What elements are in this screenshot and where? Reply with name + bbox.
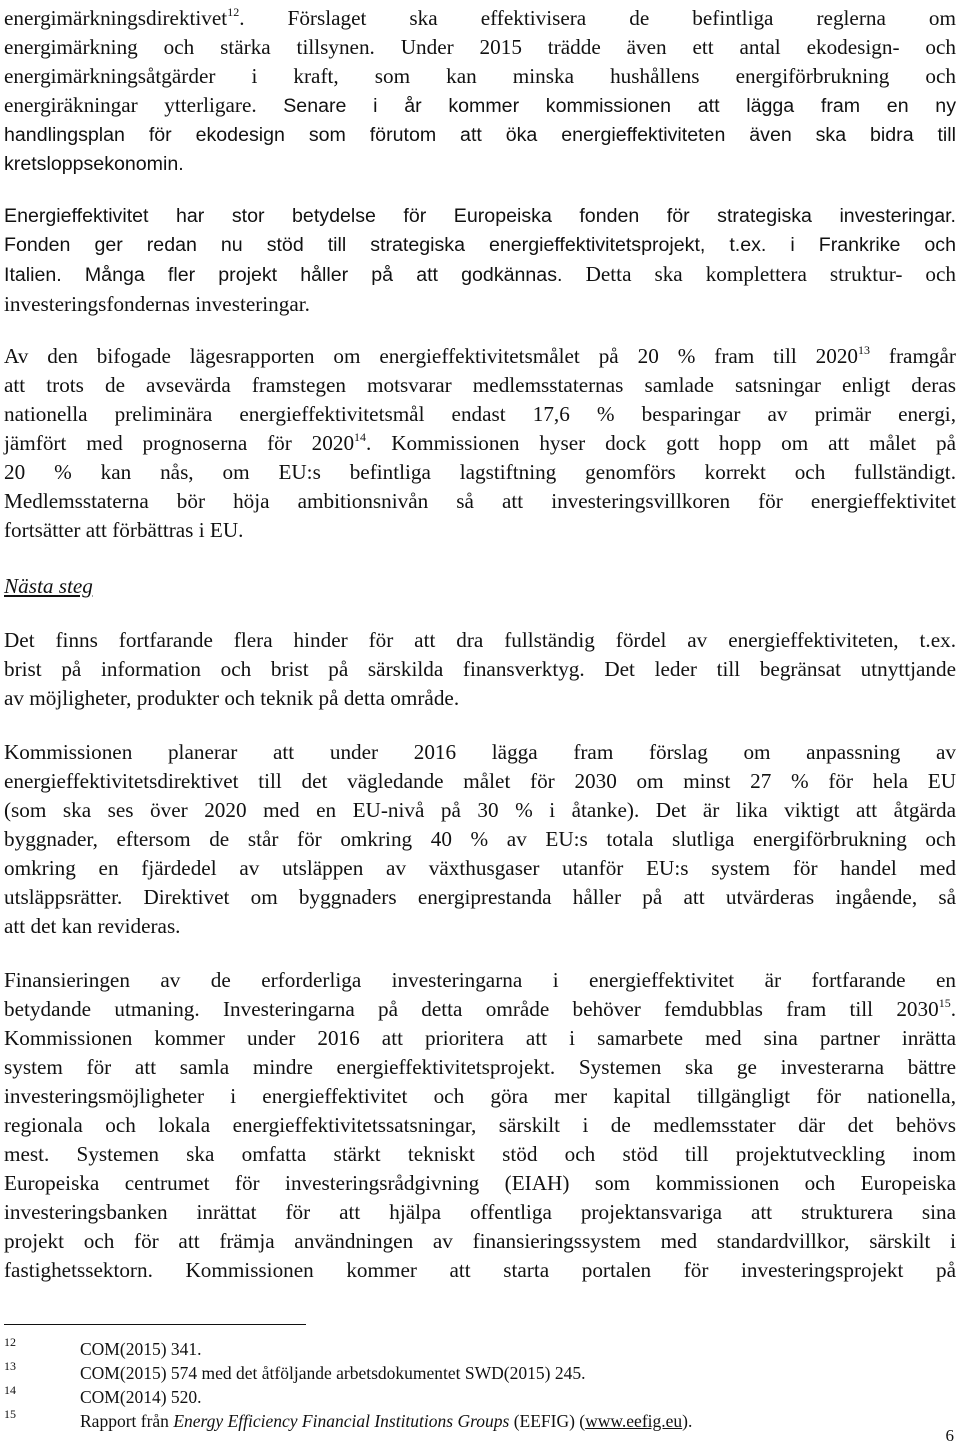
footnote-number: 14: [4, 1383, 16, 1397]
footnote-number: 12: [4, 1335, 16, 1349]
paragraph-ecodesign: [4, 4, 956, 179]
text-line: Italien. Många fler projekt håller på att godkännas. Detta ska komplettera struktur- och: [4, 262, 956, 286]
text-line: Av den bifogade lägesrapporten om energieffektivitetsmålet på 20 % fram till 2020$^{13}$ framgår: [4, 343, 956, 368]
text-line: Det finns fortfarande flera hinder för att dra fullständig fördel av energieffektiviteten, t.ex.: [4, 628, 956, 652]
text-line: regionala och lokala energieffektivitetssatsningar, särskilt i de medlemsstater där det behövs: [4, 1113, 956, 1137]
text-line: byggnader, eftersom de står för omkring 40 % av EU:s totala slutliga energiförbrukning och: [4, 827, 956, 851]
text-line: fortsätter att förbättras i EU.: [4, 518, 244, 542]
footnote-number: 15: [4, 1407, 16, 1421]
footnote-divider: [4, 1324, 306, 1325]
text-line: projekt och för att främja användningen av finansieringssystem med standardvillkor, särskilt i: [4, 1229, 956, 1253]
text-line: (som ska ses över 2020 med en EU-nivå på 30 % i åtanke). Det är lika viktigt att åtgärda: [4, 798, 956, 822]
text-line: energieffektivitetsdirektivet till det vägledande målet för 2030 om minst 27 % för hela EU: [4, 769, 956, 793]
text-line: energiräkningar ytterligare. Senare i år kommer kommissionen att lägga fram en ny: [4, 93, 957, 117]
text-line: energimärkning och stärka tillsynen. Under 2015 trädde även ett antal ekodesign- och: [4, 35, 956, 59]
text-line: att det kan revideras.: [4, 914, 181, 938]
text-line: av möjligheter, produkter och teknik på detta område.: [4, 686, 460, 710]
text-line: utsläppsrätter. Direktivet om byggnaders energiprestanda håller på att utvärderas ingående, så: [4, 885, 956, 909]
footnote-ref: 14: [354, 430, 367, 444]
text-line: jämfört med prognoserna för 2020$^{14}$. Kommissionen hyser dock gott hopp om att målet på: [4, 430, 956, 455]
text-line: Energieffektivitet har stor betydelse för Europeiska fonden för strategiska investeringar.: [4, 205, 956, 227]
footnote-text: COM(2015) 341.: [80, 1339, 202, 1359]
footnote-ref: 12: [227, 5, 240, 19]
footnote-text: COM(2015) 574 med det åtföljande arbetsdokumentet SWD(2015) 245.: [80, 1363, 586, 1383]
section-heading: Nästa steg: [4, 574, 93, 598]
text-line: fastighetssektorn. Kommissionen kommer att starta portalen för investeringsprojekt på: [4, 1258, 956, 1282]
text-line: handlingsplan för ekodesign som förutom att öka energieffektiviteten även ska bidra till: [4, 124, 956, 146]
text-line: nationella preliminära energieffektivitetsmål endast 17,6 % besparingar av primär energi,: [4, 402, 956, 426]
text-line: mest. Systemen ska omfatta stärkt tekniskt stöd och stöd till projektutveckling inom: [4, 1142, 956, 1166]
text-line: investeringsfondernas investeringar.: [4, 292, 310, 316]
paragraph-efsi: [4, 202, 956, 319]
footnote-ref: 15: [938, 996, 951, 1010]
text-line: Finansieringen av de erforderliga investeringarna i energieffektivitet är fortfarande en: [4, 968, 956, 992]
text-line: Kommissionen kommer under 2016 att prioritera att i samarbete med sina partner inrätta: [4, 1026, 956, 1050]
footnote-ref: 13: [858, 343, 871, 357]
text-line: Fonden ger redan nu stöd till strategiska energieffektivitetsprojekt, t.ex. i Frankrike och: [4, 234, 956, 256]
paragraph-directive-revision: [4, 738, 956, 941]
footnote-number: 13: [4, 1359, 16, 1373]
text-line: brist på information och brist på särskilda finansverktyg. Det leder till begränsat utnyttjande: [4, 657, 956, 681]
text-line: investeringsbanken inrättat för att hjälpa offentliga projektansvariga att strukturera sina: [4, 1200, 956, 1224]
footnote-text: Rapport från Energy Efficiency Financial Institutions Groups (EEFIG) (www.eefig.eu).: [80, 1411, 693, 1431]
text-line: energimärkningsdirektivet$^{12}$. Förslaget ska effektivisera de befintliga reglerna om: [4, 5, 956, 30]
text-line: omkring en fjärdedel av utsläppen av växthusgaser utanför EU:s system för handel med: [4, 856, 956, 880]
text-line: att trots de avsevärda framstegen motsvarar medlemsstaternas samlade satsningar enligt deras: [4, 373, 956, 397]
text-line: energimärkningsåtgärder i kraft, som kan minska hushållens energiförbrukning och: [4, 64, 956, 88]
text-line: Kommissionen planerar att under 2016 lägga fram förslag om anpassning av: [4, 740, 956, 764]
footnote-text: COM(2014) 520.: [80, 1387, 202, 1407]
text-line: Medlemsstaterna bör höja ambitionsnivån så att investeringsvillkoren för energieffektivitet: [4, 489, 956, 513]
eefig-link[interactable]: www.eefig.eu: [585, 1411, 683, 1431]
paragraph-obstacles: [4, 626, 956, 713]
page-number: 6: [945, 1426, 954, 1445]
paragraph-financing: [4, 966, 956, 1285]
text-line: investeringsmöjligheter i energieffektivitet och göra mer kapital tillgängligt för nationella,: [4, 1084, 956, 1108]
paragraph-progress-report: [4, 342, 956, 545]
text-line: betydande utmaning. Investeringarna på detta område behöver femdubblas fram till 2030$^{15}$.: [4, 996, 956, 1021]
text-line: system för att samla mindre energieffektivitetsprojekt. Systemen ska ge investerarna bättre: [4, 1055, 956, 1079]
text-line: 20 % kan nås, om EU:s befintliga lagstiftning genomförs korrekt och fullständigt.: [4, 460, 956, 484]
text-line: kretsloppsekonomin.: [4, 153, 184, 175]
text-line: Europeiska centrumet för investeringsrådgivning (EIAH) som kommissionen och Europeiska: [4, 1171, 956, 1195]
